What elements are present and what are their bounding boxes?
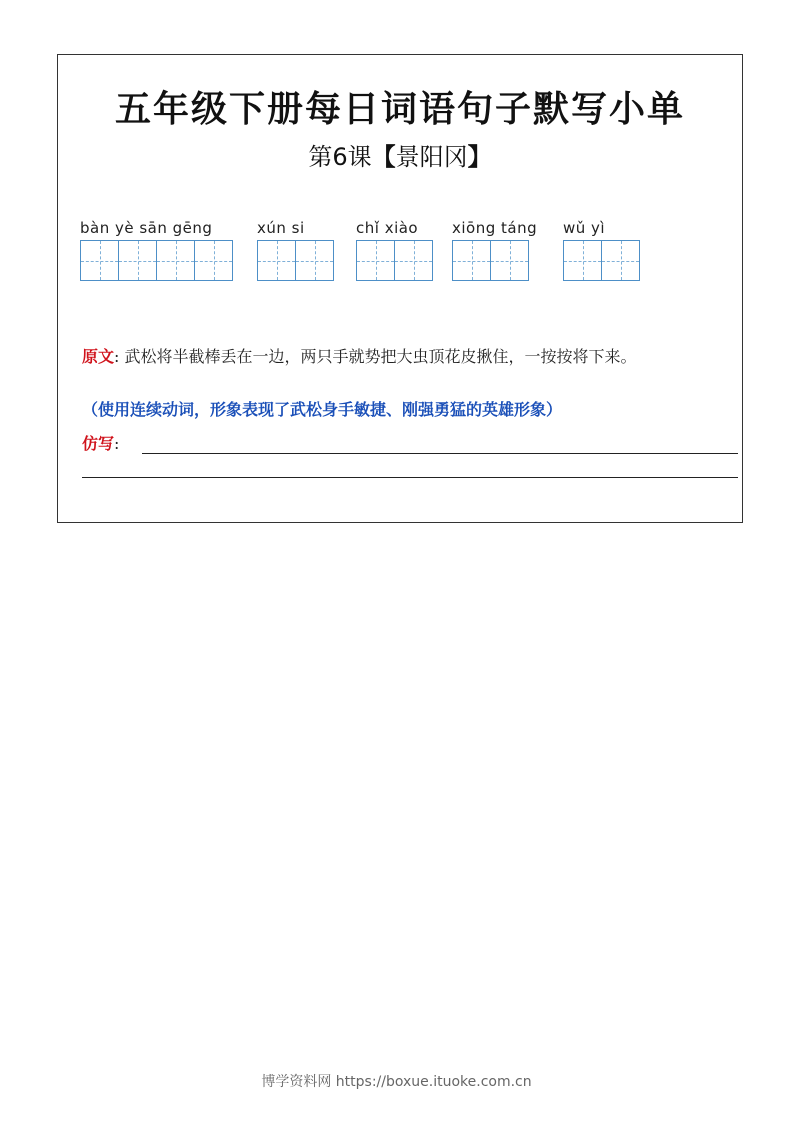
character-box[interactable] (257, 240, 296, 281)
character-box[interactable] (356, 240, 395, 281)
original-text: 武松将半截棒丢在一边，两只手就势把大虫顶花皮揪住，一按按将下来。 (124, 347, 637, 366)
imitate-colon: : (114, 434, 120, 453)
pinyin-label: xiōng táng (452, 219, 538, 237)
original-colon: : (114, 347, 120, 366)
character-box[interactable] (194, 240, 233, 281)
character-box[interactable] (394, 240, 433, 281)
pinyin-word-row (58, 218, 742, 288)
pinyin-label: wǔ yì (563, 219, 606, 237)
word-item (452, 218, 537, 281)
writing-grid[interactable] (452, 240, 537, 281)
original-text-block (82, 344, 736, 370)
writing-grid[interactable] (257, 240, 333, 281)
writing-line-2[interactable] (82, 477, 738, 478)
pinyin-label: chǐ xiào (356, 219, 419, 237)
pinyin-label: xún si (257, 219, 305, 237)
writing-grid[interactable] (80, 240, 232, 281)
word-item (356, 218, 432, 281)
worksheet-title: 五年级下册每日词语句子默写小单 (114, 88, 685, 130)
writing-line-1[interactable] (142, 453, 738, 454)
word-item (563, 218, 639, 281)
character-box[interactable] (156, 240, 195, 281)
lesson-bracket-close: 】 (467, 143, 492, 171)
writing-grid[interactable] (356, 240, 432, 281)
character-box[interactable] (295, 240, 334, 281)
writing-grid[interactable] (563, 240, 639, 281)
character-box[interactable] (563, 240, 602, 281)
worksheet-frame (57, 54, 743, 523)
footer-watermark: 博学资料网 https://boxue.ituoke.com.cn (261, 1074, 532, 1090)
word-item (80, 218, 232, 281)
character-box[interactable] (118, 240, 157, 281)
word-item (257, 218, 333, 281)
character-box[interactable] (452, 240, 491, 281)
original-label: 原文 (82, 347, 115, 366)
lesson-name: 景阳冈 (395, 143, 468, 171)
character-box[interactable] (80, 240, 119, 281)
lesson-number: 第6课 (308, 143, 372, 171)
imitate-label: 仿写 (82, 434, 115, 453)
analysis-note: （使用连续动词，形象表现了武松身手敏捷、刚强勇猛的英雄形象） (82, 400, 563, 419)
character-box[interactable] (601, 240, 640, 281)
pinyin-label: bàn yè sān gēng (80, 219, 213, 237)
lesson-bracket-open: 【 (371, 143, 396, 171)
lesson-heading (58, 137, 742, 172)
character-box[interactable] (490, 240, 529, 281)
